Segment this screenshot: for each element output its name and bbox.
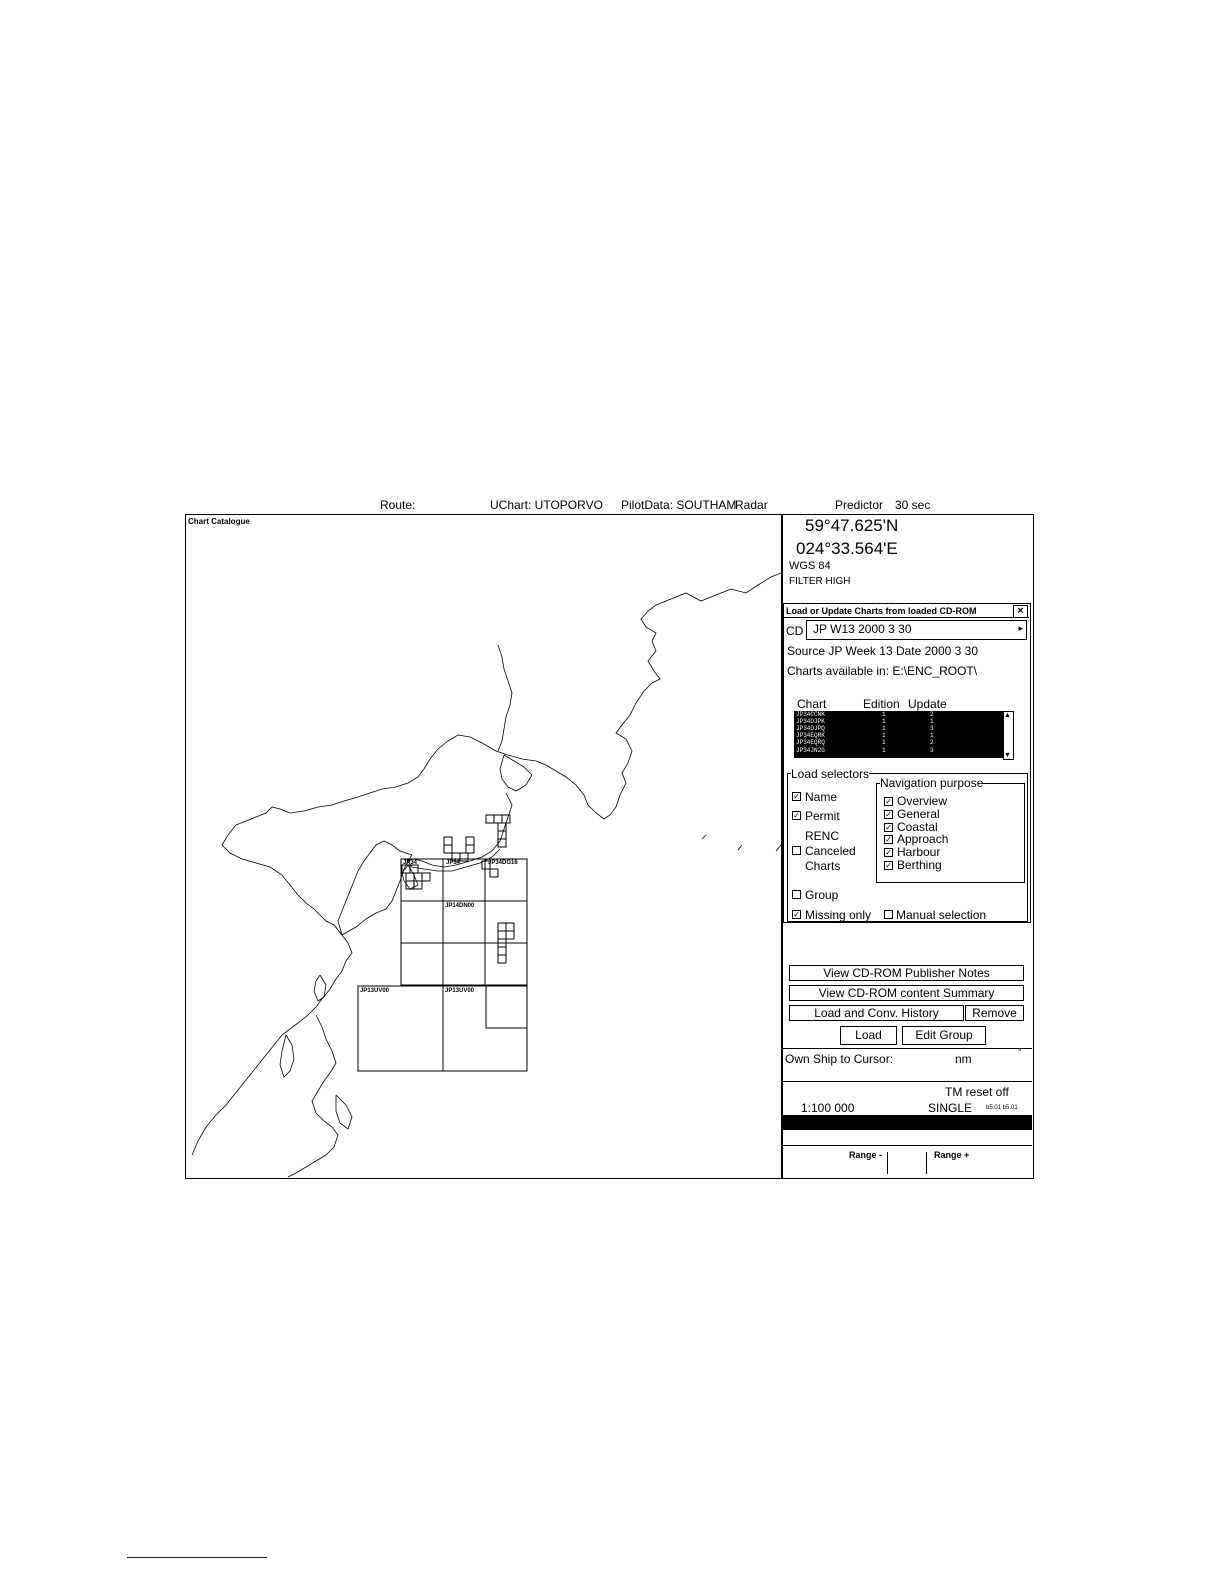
range-plus-button[interactable]: Range +: [934, 1150, 970, 1160]
filter-label: FILTER HIGH: [789, 576, 851, 587]
route-label: Route:: [380, 498, 416, 512]
close-icon[interactable]: ×: [1013, 605, 1028, 618]
footnote-separator: [127, 1557, 267, 1558]
permit-checkbox-label: Permit: [805, 809, 840, 823]
manual-selection-label: Manual selection: [896, 908, 987, 922]
missing-only-checkbox[interactable]: ✓: [793, 910, 800, 919]
tm-reset-status[interactable]: TM reset off: [945, 1085, 1009, 1099]
dialog-title-separator: [784, 617, 1029, 618]
scroll-down-icon[interactable]: ▼: [1004, 752, 1011, 759]
radar-label: Radar: [735, 498, 768, 512]
berthing-label: Berthing: [897, 858, 942, 872]
table-header-chart: Chart: [797, 697, 827, 711]
group-checkbox[interactable]: [792, 890, 801, 899]
group-label: Group: [805, 888, 839, 902]
cell-label: JP13UV00: [445, 988, 475, 994]
predictor-value: 30 sec: [895, 498, 931, 512]
table-header-update: Update: [908, 697, 947, 711]
chevron-right-icon: ▸: [1018, 623, 1023, 633]
cell-label: JP13UV00: [360, 988, 390, 994]
general-checkbox[interactable]: ✓: [885, 810, 892, 819]
separator: [782, 1048, 1032, 1049]
cell-label: JP34: [446, 860, 461, 866]
cell-label: JP34DG16: [488, 860, 518, 866]
source-info: Source JP Week 13 Date 2000 3 30: [787, 644, 979, 658]
range-divider: [926, 1152, 927, 1174]
cd-select[interactable]: [806, 620, 1027, 640]
table-header-edition: Edition: [863, 697, 900, 711]
overview-checkbox[interactable]: ✓: [885, 797, 892, 806]
scroll-up-icon[interactable]: ▲: [1004, 712, 1011, 719]
remove-button[interactable]: Remove: [965, 1005, 1024, 1021]
overview-label: Overview: [897, 794, 948, 808]
approach-checkbox[interactable]: ✓: [885, 835, 892, 844]
range-divider: [887, 1152, 888, 1174]
pilotdata-label: PilotData: SOUTHAM: [621, 498, 737, 512]
table-row[interactable]: JP34CCNK 1 2: [796, 711, 934, 718]
display-mode[interactable]: SINGLE: [928, 1101, 973, 1115]
predictor-label: Predictor: [835, 498, 884, 512]
table-scrollbar[interactable]: [1003, 711, 1014, 760]
canceled-checkbox[interactable]: [792, 846, 801, 855]
black-status-bar: [782, 1115, 1032, 1130]
name-checkbox-label: Name: [805, 790, 838, 804]
chart-catalogue-area[interactable]: [185, 514, 782, 1179]
general-label: General: [897, 807, 940, 821]
latitude-readout: 59°47.625'N: [805, 516, 899, 535]
renc-label: RENC: [805, 829, 840, 843]
coastline-map: [186, 515, 781, 1178]
navigation-purpose-label: Navigation purpose: [880, 776, 984, 790]
cd-select-value: JP W13 2000 3 30: [813, 622, 912, 636]
own-ship-to-cursor-label: Own Ship to Cursor:: [785, 1052, 894, 1066]
cell-label: JP34: [403, 860, 418, 866]
table-row[interactable]: JP34EQRK 1 1: [796, 732, 934, 739]
coastal-label: Coastal: [897, 820, 938, 834]
table-row[interactable]: JP34DJPQ 1 3: [796, 725, 934, 732]
table-row[interactable]: JP34JN2G 1 3: [796, 747, 934, 754]
cd-label: CD: [786, 624, 804, 638]
longitude-readout: 024°33.564'E: [796, 539, 898, 558]
uchart-label: UChart: UTOPORVO: [490, 498, 603, 512]
berthing-checkbox[interactable]: ✓: [885, 861, 892, 870]
chart-scale[interactable]: 1:100 000: [801, 1101, 855, 1115]
chart-catalogue-title: Chart Catalogue: [188, 517, 250, 526]
range-minus-button[interactable]: Range -: [849, 1150, 883, 1160]
approach-label: Approach: [897, 832, 949, 846]
charts-label: Charts: [805, 859, 841, 873]
permit-checkbox[interactable]: ✓: [793, 811, 800, 820]
datum-label: WGS 84: [789, 560, 831, 572]
edit-group-button[interactable]: Edit Group: [902, 1026, 986, 1045]
harbour-label: Harbour: [897, 845, 941, 859]
load-button[interactable]: Load: [840, 1026, 897, 1045]
harbour-checkbox[interactable]: ✓: [885, 848, 892, 857]
view-publisher-notes-button[interactable]: View CD-ROM Publisher Notes: [789, 965, 1024, 981]
load-selectors-label: Load selectors: [791, 767, 870, 781]
canceled-label: Canceled: [805, 844, 856, 858]
version-label: b5.01 b5.01: [986, 1105, 1018, 1111]
separator: [782, 1145, 1032, 1146]
name-checkbox[interactable]: ✓: [793, 792, 800, 801]
degree-unit: °: [1018, 1047, 1022, 1057]
load-history-button[interactable]: Load and Conv. History: [789, 1005, 964, 1021]
view-content-summary-button[interactable]: View CD-ROM content Summary: [789, 985, 1024, 1001]
separator: [782, 1081, 1032, 1082]
table-row[interactable]: JP34EQRQ 1 2: [796, 739, 934, 746]
manual-selection-checkbox[interactable]: [884, 910, 893, 919]
charts-available-path: Charts available in: E:\ENC_ROOT\: [787, 664, 978, 678]
cell-label: JP14DN00: [445, 903, 475, 909]
coastal-checkbox[interactable]: ✓: [885, 823, 892, 832]
nm-unit: nm: [955, 1052, 972, 1066]
table-row[interactable]: JP34DJPK 1 1: [796, 718, 934, 725]
dialog-title: Load or Update Charts from loaded CD-ROM: [786, 606, 977, 616]
missing-only-label: Missing only: [805, 908, 872, 922]
chart-list-table[interactable]: [794, 711, 1011, 759]
